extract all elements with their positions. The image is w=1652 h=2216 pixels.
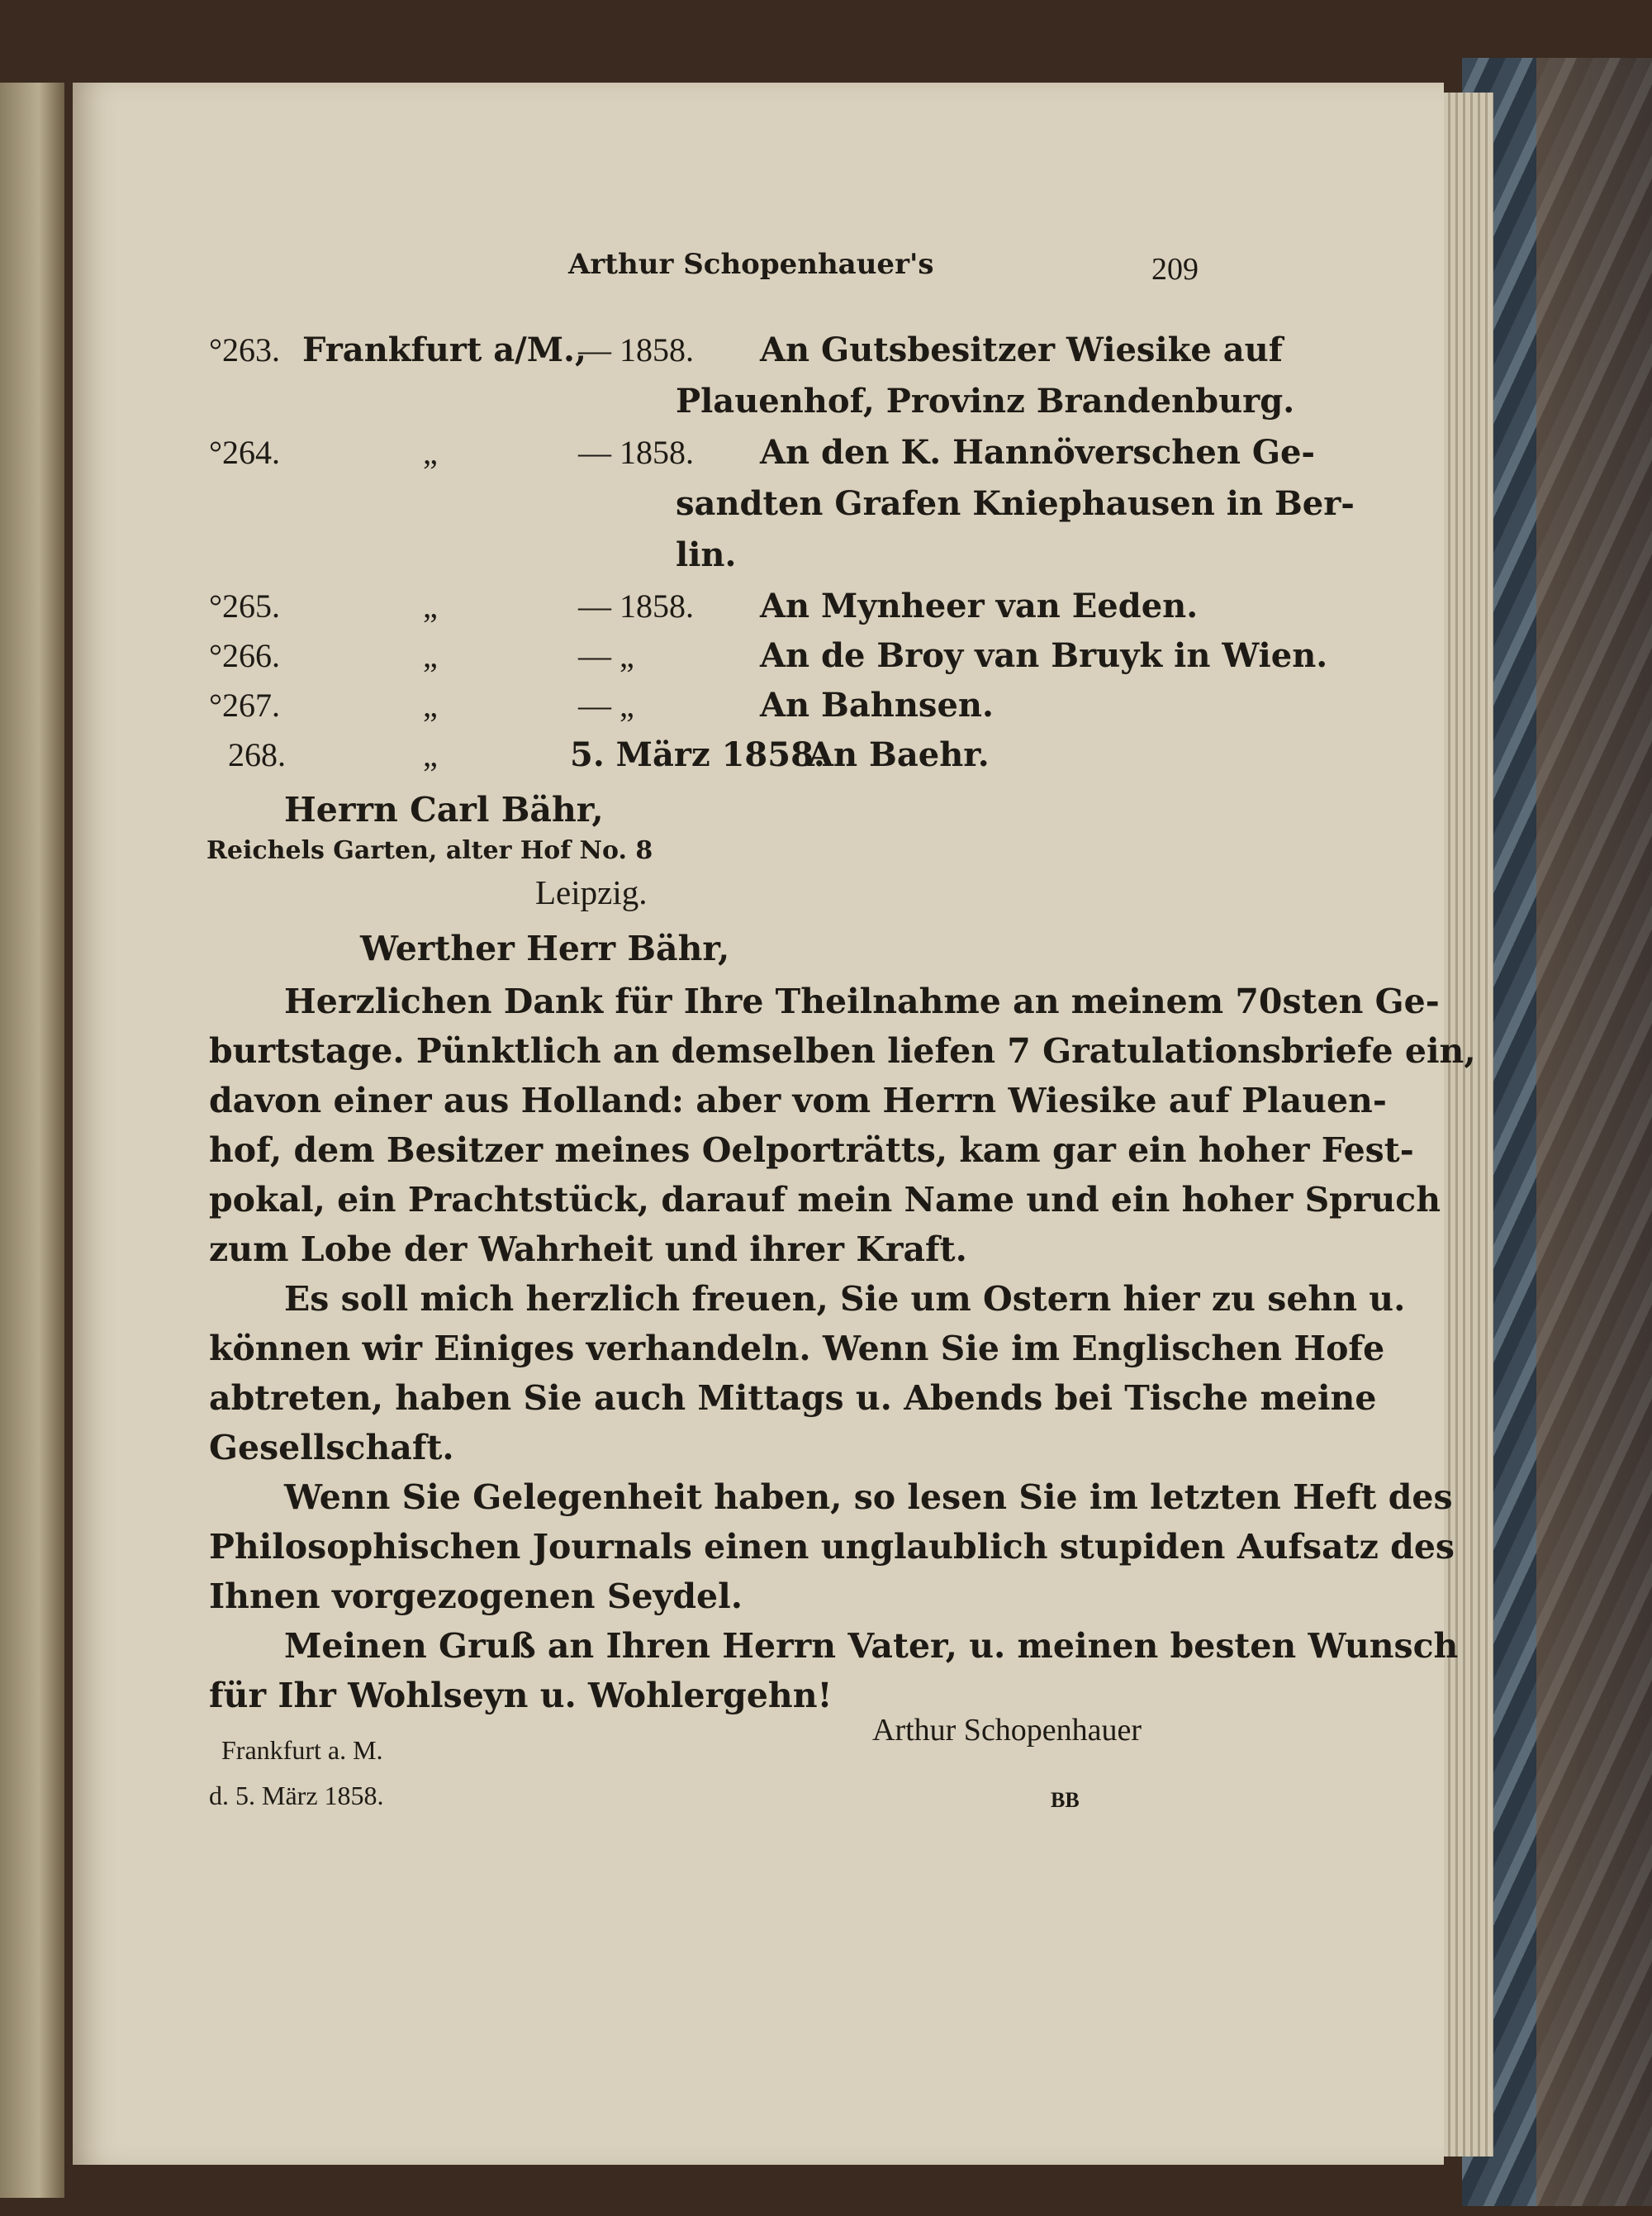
- entry-place: „: [423, 434, 438, 471]
- entry-recipient-continued: Plauenhof, Provinz Brandenburg.: [676, 382, 1295, 421]
- letter-line: können wir Einiges verhandeln. Wenn Sie im Englischen Hofe: [209, 1329, 1385, 1368]
- entry-number: °266.: [209, 637, 280, 674]
- entry-recipient: An de Broy van Bruyk in Wien.: [760, 636, 1328, 675]
- entry-date: 5. März 1858.: [570, 735, 825, 774]
- entry-number: °265.: [209, 587, 280, 625]
- running-title: Arthur Schopenhauer's: [568, 248, 934, 281]
- entry-recipient: An den K. Hannöverschen Ge-: [760, 433, 1316, 472]
- entry-place: Frankfurt a/M.,: [302, 330, 586, 369]
- leather-spine-edge: [1536, 58, 1652, 2206]
- letter-line: pokal, ein Prachtstück, darauf mein Name und ein hoher Spruch: [209, 1180, 1441, 1220]
- entry-recipient-continued: sandten Grafen Kniephausen in Ber-: [676, 484, 1355, 523]
- letter-line: davon einer aus Holland: aber vom Herrn Wiesike auf Plauen-: [209, 1081, 1387, 1120]
- letter-line: Meinen Gruß an Ihren Herrn Vater, u. meinen besten Wunsch: [284, 1626, 1459, 1666]
- entry-recipient: An Bahnsen.: [760, 686, 994, 725]
- book-page: [73, 83, 1476, 2165]
- left-page-edge: [0, 83, 64, 2198]
- letter-line: abtreten, haben Sie auch Mittags u. Abends bei Tische meine: [209, 1378, 1377, 1418]
- entry-date: — „: [578, 637, 634, 674]
- letter-line: Ihnen vorgezogenen Seydel.: [209, 1576, 743, 1616]
- entry-date: — 1858.: [578, 587, 694, 625]
- entry-number: °264.: [209, 434, 280, 471]
- letter-line: hof, dem Besitzer meines Oelporträtts, kam gar ein hoher Fest-: [209, 1130, 1414, 1170]
- entry-number: °263.: [209, 331, 280, 369]
- entry-date: — 1858.: [578, 434, 694, 471]
- page-number: 209: [1151, 252, 1199, 287]
- address-name: Herrn Carl Bähr,: [284, 790, 604, 830]
- entry-place: „: [423, 687, 438, 724]
- entry-recipient: An Baehr.: [808, 735, 990, 774]
- letter-line: burtstage. Pünktlich an demselben liefen 7 Gratulationsbriefe ein,: [209, 1031, 1476, 1071]
- entry-recipient: An Mynheer van Eeden.: [760, 587, 1199, 625]
- entry-recipient: An Gutsbesitzer Wiesike auf: [760, 330, 1283, 369]
- letter-place: Frankfurt a. M.: [221, 1735, 383, 1765]
- address-city: Leipzig.: [535, 873, 648, 911]
- letter-line: Philosophischen Journals einen unglaublich stupiden Aufsatz des: [209, 1527, 1455, 1567]
- entry-recipient-continued: lin.: [676, 535, 737, 574]
- letter-line: Herzlichen Dank für Ihre Theilnahme an meinem 70sten Ge-: [284, 982, 1440, 1021]
- letter-salutation: Werther Herr Bähr,: [360, 929, 730, 968]
- letter-line: zum Lobe der Wahrheit und ihrer Kraft.: [209, 1229, 967, 1269]
- entry-place: „: [423, 736, 438, 773]
- entry-number: 268.: [228, 736, 286, 773]
- signature-mark: BB: [1051, 1788, 1080, 1812]
- letter-line: für Ihr Wohlseyn u. Wohlergehn!: [209, 1676, 833, 1715]
- entry-date: — „: [578, 687, 634, 724]
- entry-place: „: [423, 637, 438, 674]
- entry-date: — 1858.: [578, 331, 694, 369]
- entry-place: „: [423, 587, 438, 625]
- letter-date: d. 5. März 1858.: [209, 1781, 384, 1810]
- entry-number: °267.: [209, 687, 280, 724]
- letter-line: Es soll mich herzlich freuen, Sie um Ostern hier zu sehn u.: [284, 1279, 1406, 1319]
- address-street: Reichels Garten, alter Hof No. 8: [206, 836, 653, 865]
- letter-line: Gesellschaft.: [209, 1428, 454, 1467]
- letter-line: Wenn Sie Gelegenheit haben, so lesen Sie im letzten Heft des: [284, 1477, 1453, 1517]
- letter-signature: Arthur Schopenhauer: [872, 1713, 1142, 1748]
- page-stack-edges: [1436, 93, 1493, 2157]
